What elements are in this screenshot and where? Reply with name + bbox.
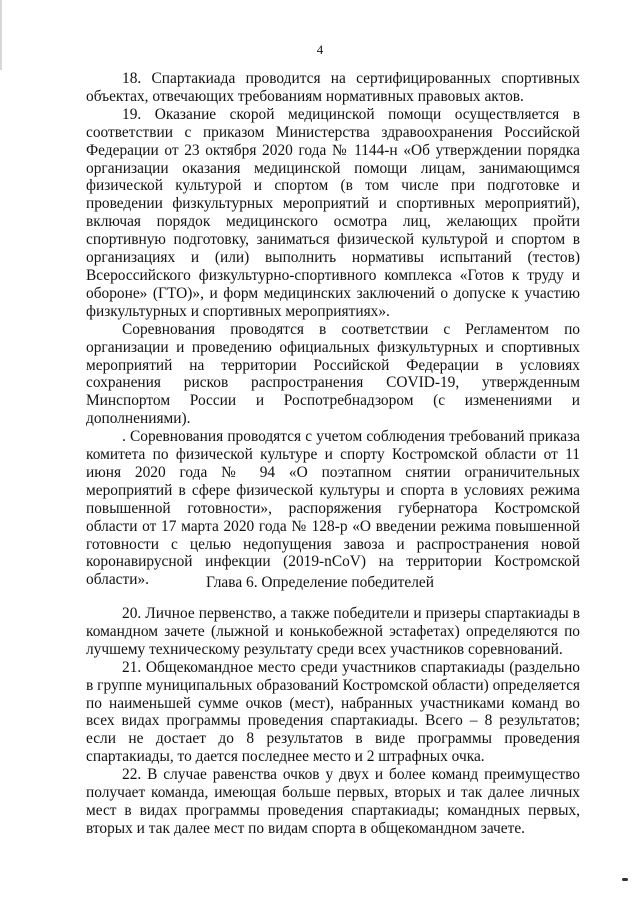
scan-mark bbox=[622, 878, 628, 881]
page-number: 4 bbox=[316, 42, 324, 57]
section-winners bbox=[86, 605, 580, 838]
paragraph-order: . Соревнования проводятся с учетом соблюдения требований приказа комитета по физической культуре и спорту Костромской области от 11 июня 2020 года № 94 «О поэтапном снятии ограничительных мероприятий в сфере физической культуры и спорта в условиях режима повышенной готовности», распоряжения губернатора Костромской области от 17 марта 2020 года № 128-р «О введении режима повышенной готовности с целью недопущения завоза и распространения новой коронавирусной инфекции (2019-nCoV) на территории Костромской области». bbox=[86, 428, 580, 589]
chapter-heading: Глава 6. Определение победителей bbox=[206, 574, 434, 591]
scan-edge-mark bbox=[0, 0, 2, 70]
paragraph-regulation: Соревнования проводятся в соответствии с Регламентом по организации и проведению официальных физкультурных и спортивных мероприятий на территории Российской Федерации в условиях сохранения рисков распространения COVID-19, утвержденным Минспортом России и Роспотребнадзором (с изменениями и дополнениями). bbox=[86, 320, 580, 428]
paragraph-21: 21. Общекомандное место среди участников спартакиады (раздельно в группе муниципальных образований Костромской области) определяется по наименьшей сумме очков (мест), набранных участниками команд во всех видах программы проведения спартакиады. Всего – 8 результатов; если не достает до 8 результатов в виде программы проведения спартакиады, то дается последнее место и 2 штрафных очка. bbox=[86, 658, 580, 766]
section-requirements bbox=[86, 70, 580, 589]
paragraph-22: 22. В случае равенства очков у двух и более команд преимущество получает команда, имеющая больше первых, вторых и так далее личных мест в видах программы проведения спартакиады; командных первых, вторых и так далее мест по видам спорта в общекомандном зачете. bbox=[86, 766, 580, 837]
paragraph-19: 19. Оказание скорой медицинской помощи осуществляется в соответствии с приказом Министерства здравоохранения Российской Федерации от 23 октября 2020 года № 1144-н «Об утверждении порядка организации оказания медицинской помощи лицам, занимающимся физической культурой и спортом (в том числе при подготовке и проведении физкультурных мероприятий и спортивных мероприятий), включая порядок медицинского осмотра лиц, желающих пройти спортивную подготовку, заниматься физической культурой и спортом в организациях и (или) выполнить нормативы испытаний (тестов) Всероссийского физкультурно-спортивного комплекса «Готов к труду и обороне» (ГТО)», и форм медицинских заключений о допуске к участию физкультурных и спортивных мероприятиях». bbox=[86, 105, 580, 320]
paragraph-20: 20. Личное первенство, а также победители и призеры спартакиады в командном зачете (лыжной и конькобежной эстафетах) определяются по лучшему техническому результату среди всех участников соревнований. bbox=[86, 605, 580, 658]
paragraph-18: 18. Спартакиада проводится на сертифицированных спортивных объектах, отвечающих требованиям нормативных правовых актов. bbox=[86, 70, 580, 105]
